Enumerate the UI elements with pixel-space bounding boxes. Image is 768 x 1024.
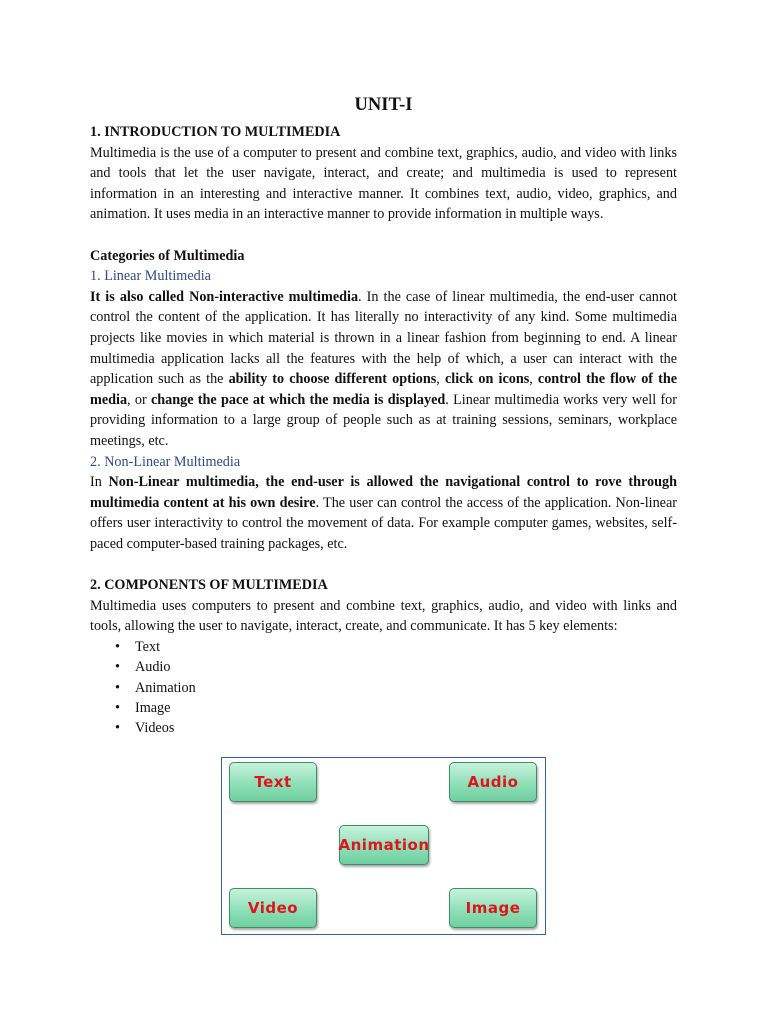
list-item: • Image — [135, 698, 677, 718]
multimedia-elements-diagram — [221, 757, 546, 935]
bold-phrase: click on icons — [444, 371, 530, 388]
page-title: UNIT-I — [354, 95, 413, 115]
animation-box: Animation — [339, 825, 429, 865]
spacer — [90, 554, 677, 575]
list-item: • Videos — [135, 718, 677, 738]
text-run: In — [90, 474, 109, 491]
list-item: • Text — [135, 637, 677, 657]
bold-phrase: It is also called Non-interactive multimedia — [90, 288, 359, 305]
text-run: , — [529, 371, 538, 388]
list-item: • Audio — [135, 657, 677, 677]
nonlinear-multimedia-heading: 2. Non-Linear Multimedia — [90, 453, 241, 470]
text-box: Text — [229, 762, 317, 802]
components-list — [90, 637, 677, 739]
bold-phrase: control the flow of the media — [90, 371, 678, 408]
bold-phrase: Non-Linear multimedia, the end-user is allowed the navigational control to rove through multimedia content at his own desire — [90, 474, 677, 511]
section-heading-components: 2. COMPONENTS OF MULTIMEDIA — [90, 577, 328, 594]
intro-paragraph: Multimedia is the use of a computer to present and combine text, graphics, audio, and video with links and tools that let the user navigate, interact, and create; and multimedia is used to represent information in an interesting and interactive manner. It combines text, audio, video, graphics, and animation. It uses media in an interactive manner to provide information in multiple ways. — [90, 144, 677, 223]
linear-multimedia-heading: 1. Linear Multimedia — [90, 268, 211, 285]
components-paragraph: Multimedia uses computers to present and combine text, graphics, audio, and video with links and tools, allowing the user to navigate, interact, create, and communicate. It has 5 key elements: — [90, 597, 677, 635]
audio-box: Audio — [449, 762, 537, 802]
categories-heading: Categories of Multimedia — [90, 247, 245, 264]
video-box: Video — [229, 888, 317, 928]
bold-phrase: change the pace at which the media is displayed — [150, 391, 446, 408]
text-run: . In the case of linear multimedia, the end-user cannot control the content of the application. It has literally no interactivity of any kind. Some multimedia projects like movies in which material is thrown in a linear fashion from beginning to end. A linear multimedia application lacks all the features with the help of which, a user can interact with the application such as the — [90, 288, 677, 388]
spacer — [90, 225, 677, 246]
bold-phrase: ability to choose different options — [228, 371, 437, 388]
linear-multimedia-paragraph — [90, 287, 677, 452]
text-run: , or — [127, 391, 151, 408]
nonlinear-multimedia-paragraph — [90, 472, 677, 554]
list-item: • Animation — [135, 678, 677, 698]
image-box: Image — [449, 888, 537, 928]
document-page — [90, 92, 677, 739]
text-run: . The user can control the access of the application. Non-linear offers user interactivity to control the movement of data. For example computer games, websites, self-paced computer-based training packages, etc. — [90, 494, 677, 552]
text-run: . Linear multimedia works very well for providing information to a large group of people such as at training sessions, seminars, workplace meetings, etc. — [90, 391, 677, 449]
text-run: , — [436, 371, 445, 388]
section-heading-introduction: 1. INTRODUCTION TO MULTIMEDIA — [90, 124, 341, 140]
